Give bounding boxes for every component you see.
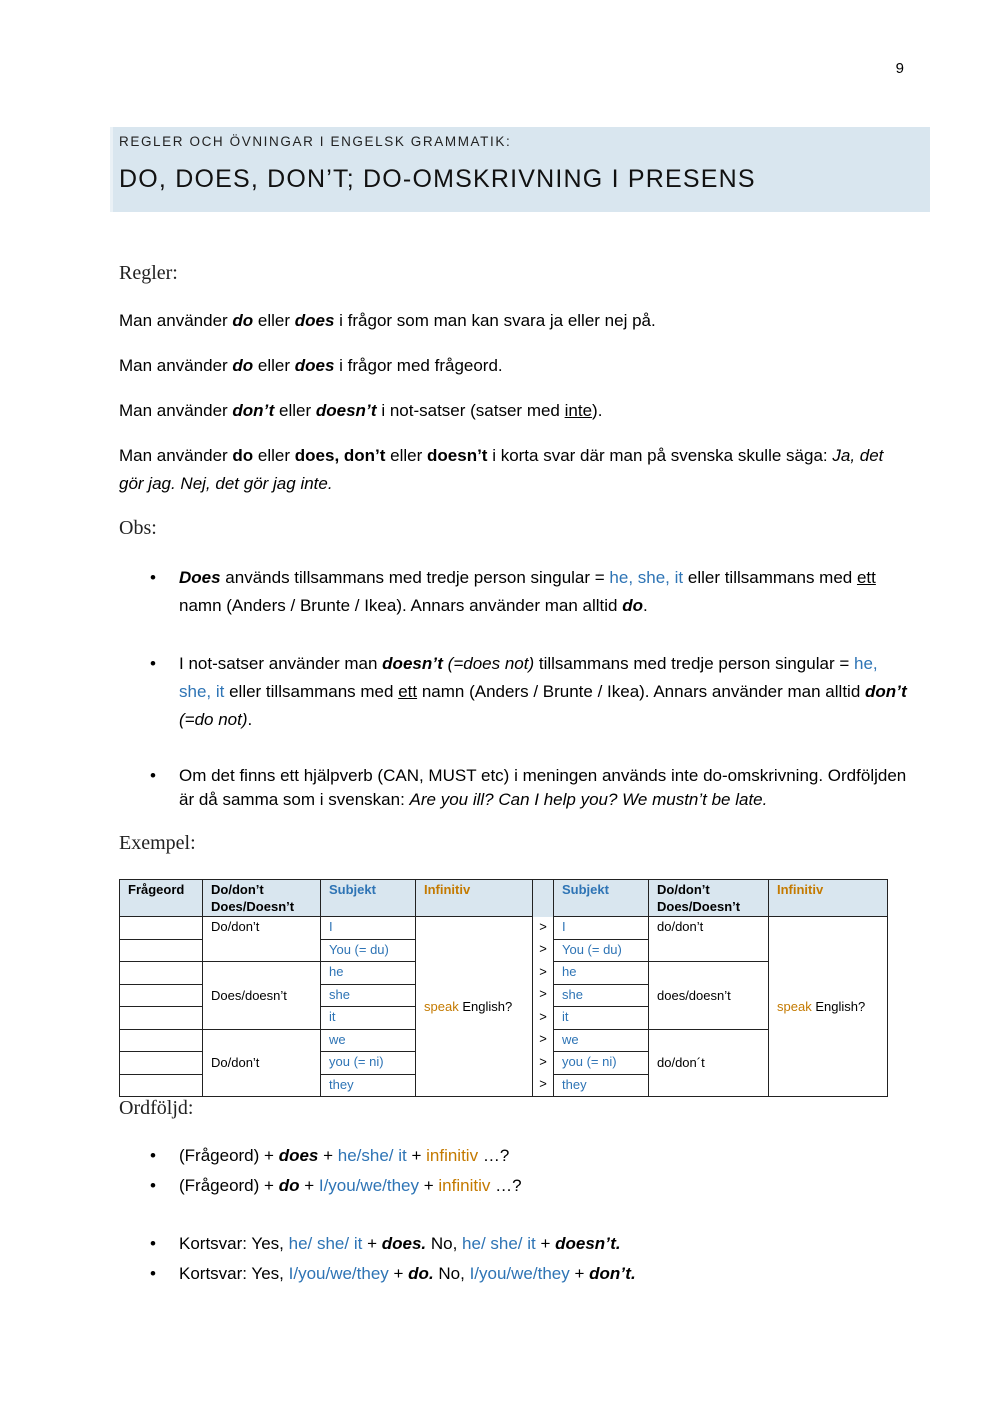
subject-cell: it — [321, 1007, 416, 1030]
arrow-cell: > — [533, 1007, 554, 1030]
subject-cell: he — [554, 962, 649, 985]
subject-cell: he — [321, 962, 416, 985]
rule-4: Man använder do eller does, don’t eller doesn’t i korta svar där man på svenska skulle säga: Ja, det gör jag. Nej, det gör jag inte. — [119, 446, 884, 493]
bullet-icon: • — [150, 654, 156, 673]
bullet-icon: • — [150, 1146, 156, 1165]
bullet-icon: • — [150, 568, 156, 587]
frageord-cell — [120, 984, 203, 1007]
example-table — [119, 879, 888, 1097]
header-cell: Infinitiv — [769, 880, 888, 917]
obs-heading: Obs: — [119, 517, 157, 539]
arrow-cell: > — [533, 917, 554, 940]
aux-cell: Do/don’t — [203, 1029, 321, 1097]
page-number: 9 — [895, 60, 904, 77]
header-cell: Subjekt — [321, 880, 416, 917]
header-cell: Infinitiv — [416, 880, 533, 917]
infinitive-cell: speak English? — [769, 917, 888, 1097]
rules-heading: Regler: — [119, 262, 178, 284]
frageord-cell — [120, 1074, 203, 1097]
header-cell: Frågeord — [120, 880, 203, 917]
subject-cell: it — [554, 1007, 649, 1030]
arrow-cell: > — [533, 962, 554, 985]
subject-cell: we — [554, 1029, 649, 1052]
page-title: DO, DOES, DON’T; DO-OMSKRIVNING I PRESENS — [119, 165, 756, 193]
subject-cell: I — [321, 917, 416, 940]
arrow-cell: > — [533, 1052, 554, 1075]
frageord-cell — [120, 1029, 203, 1052]
bullet-icon: • — [150, 1264, 156, 1283]
rule-3: Man använder don’t eller doesn’t i not-satser (satser med inte). — [119, 401, 603, 420]
subject-cell: they — [321, 1074, 416, 1097]
bullet-icon: • — [150, 766, 156, 785]
header-cell: Subjekt — [554, 880, 649, 917]
aux-cell: Do/don’t — [203, 917, 321, 962]
arrow-cell: > — [533, 1074, 554, 1097]
subject-cell: I — [554, 917, 649, 940]
aux-cell: do/don´t — [649, 1029, 769, 1097]
header-cell — [533, 880, 554, 917]
aux-cell: Does/doesn’t — [203, 962, 321, 1030]
rule-2: Man använder do eller does i frågor med frågeord. — [119, 356, 503, 375]
rule-1: Man använder do eller does i frågor som man kan svara ja eller nej på. — [119, 311, 656, 330]
subject-cell: we — [321, 1029, 416, 1052]
frageord-cell — [120, 1007, 203, 1030]
aux-cell: does/doesn’t — [649, 962, 769, 1030]
arrow-cell: > — [533, 939, 554, 962]
subject-cell: she — [321, 984, 416, 1007]
word-order-heading: Ordföljd: — [119, 1097, 194, 1119]
frageord-cell — [120, 1052, 203, 1075]
table-header-row — [120, 880, 888, 917]
subject-cell: she — [554, 984, 649, 1007]
bullet-icon: • — [150, 1234, 156, 1253]
subject-cell: You (= du) — [554, 939, 649, 962]
header-subtitle: REGLER OCH ÖVNINGAR I ENGELSK GRAMMATIK: — [119, 134, 512, 149]
subject-cell: you (= ni) — [554, 1052, 649, 1075]
aux-cell: do/don’t — [649, 917, 769, 962]
header-cell: Do/don’t Does/Doesn’t — [649, 880, 769, 917]
arrow-cell: > — [533, 984, 554, 1007]
header-cell: Do/don’t Does/Doesn’t — [203, 880, 321, 917]
example-heading: Exempel: — [119, 832, 196, 854]
subject-cell: You (= du) — [321, 939, 416, 962]
arrow-cell: > — [533, 1029, 554, 1052]
frageord-cell — [120, 917, 203, 940]
table-row — [120, 917, 888, 940]
infinitive-cell: speak English? — [416, 917, 533, 1097]
subject-cell: you (= ni) — [321, 1052, 416, 1075]
subject-cell: they — [554, 1074, 649, 1097]
bullet-icon: • — [150, 1176, 156, 1195]
frageord-cell — [120, 939, 203, 962]
frageord-cell — [120, 962, 203, 985]
